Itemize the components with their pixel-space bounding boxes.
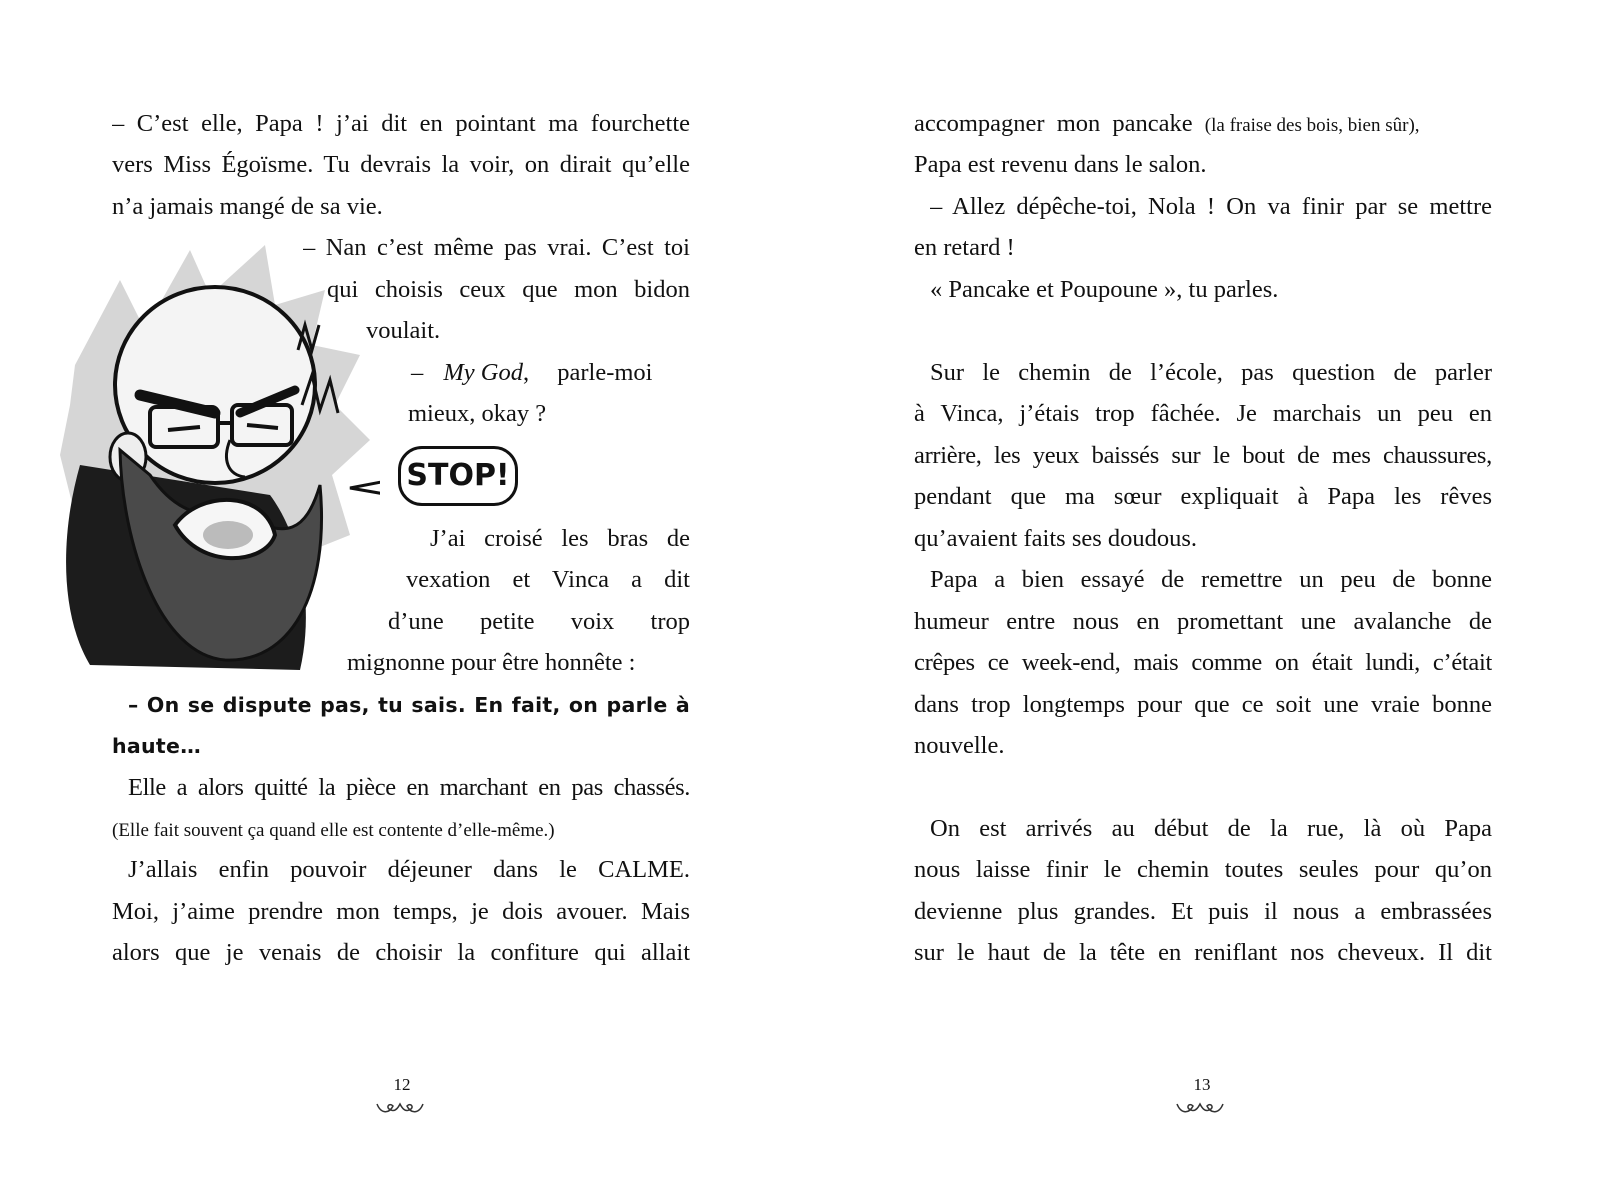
text-line: – Allez dépêche-toi, Nola ! On va finir par se mettre [930,193,1492,220]
text-line: nouvelle. [914,732,1005,759]
text-line: sur le haut de la tête en reniflant nos cheveux. Il dit [914,939,1492,966]
text: , parle-moi [522,359,653,386]
text-line: pendant que ma sœur expliquait à Papa les rêves [914,483,1492,510]
text-line [411,358,652,388]
dash: – [411,359,430,386]
text-line: (Elle fait souvent ça quand elle est contente d’elle-même.) [112,820,555,841]
text-line: qui choisis ceux que mon bidon [327,276,690,303]
swirl-ornament-icon [375,1098,425,1118]
speech-bubble [398,446,518,506]
page-number: 13 [1193,1075,1211,1094]
text-line: arrière, les yeux baissés sur le bout de mes chaussures, [914,442,1492,469]
text-line: Papa est revenu dans le salon. [914,151,1207,178]
text-line: – On se dispute pas, tu sais. En fait, on parle à [128,693,690,717]
text-line: n’a jamais mangé de sa vie. [112,193,383,220]
text-line: crêpes ce week-end, mais comme on était lundi, c’était [914,649,1492,676]
text-line: d’une petite voix trop [388,608,690,635]
text-line: mieux, okay ? [408,400,547,427]
small-aside-text: (la fraise des bois, bien sûr), [1204,115,1420,136]
text-line: Elle a alors quitté la pièce en marchant en pas chassés. [128,774,690,801]
text-line: On est arrivés au début de la rue, là où Papa [930,815,1492,842]
text-line: dans trop longtemps pour que ce soit une vraie bonne [914,691,1492,718]
text-line: nous laisse finir le chemin toutes seules pour qu’on [914,856,1492,883]
page-number: 12 [393,1075,411,1094]
text-line: à Vinca, j’étais trop fâchée. Je marchais un peu en [914,400,1492,427]
text-line: – Nan c’est même pas vrai. C’est toi [303,234,690,261]
text: accompagner mon pancake [914,110,1205,137]
speech-bubble-text: STOP! [406,458,510,493]
text-line: vers Miss Égoïsme. Tu devrais la voir, on dirait qu’elle [112,151,690,178]
text-line: alors que je venais de choisir la confiture qui allait [112,939,690,966]
text-line: J’allais enfin pouvoir déjeuner dans le CALME. [128,856,690,883]
text-line: qu’avaient faits ses doudous. [914,525,1198,552]
text-line: Sur le chemin de l’école, pas question de parler [930,359,1492,386]
text-line: J’ai croisé les bras de [430,525,690,552]
text-line: voulait. [366,317,441,344]
swirl-ornament-icon [1175,1098,1225,1118]
text-line: haute… [112,734,202,758]
right-page [800,0,1600,1200]
text-line: – C’est elle, Papa ! j’ai dit en pointant ma fourchette [112,110,690,137]
text-line [914,109,1492,139]
text-line: en retard ! [914,234,1015,261]
text-line: vexation et Vinca a dit [406,566,690,593]
text-line: Moi, j’aime prendre mon temps, je dois avouer. Mais [112,898,690,925]
text-line: mignonne pour être honnête : [347,649,636,676]
text-line: humeur entre nous en promettant une avalanche de [914,608,1492,635]
text-line: « Pancake et Poupoune », tu parles. [930,276,1279,303]
italic-text: My God [443,359,523,386]
text-line: Papa a bien essayé de remettre un peu de bonne [930,566,1492,593]
text-line: devienne plus grandes. Et puis il nous a embrassées [914,898,1492,925]
